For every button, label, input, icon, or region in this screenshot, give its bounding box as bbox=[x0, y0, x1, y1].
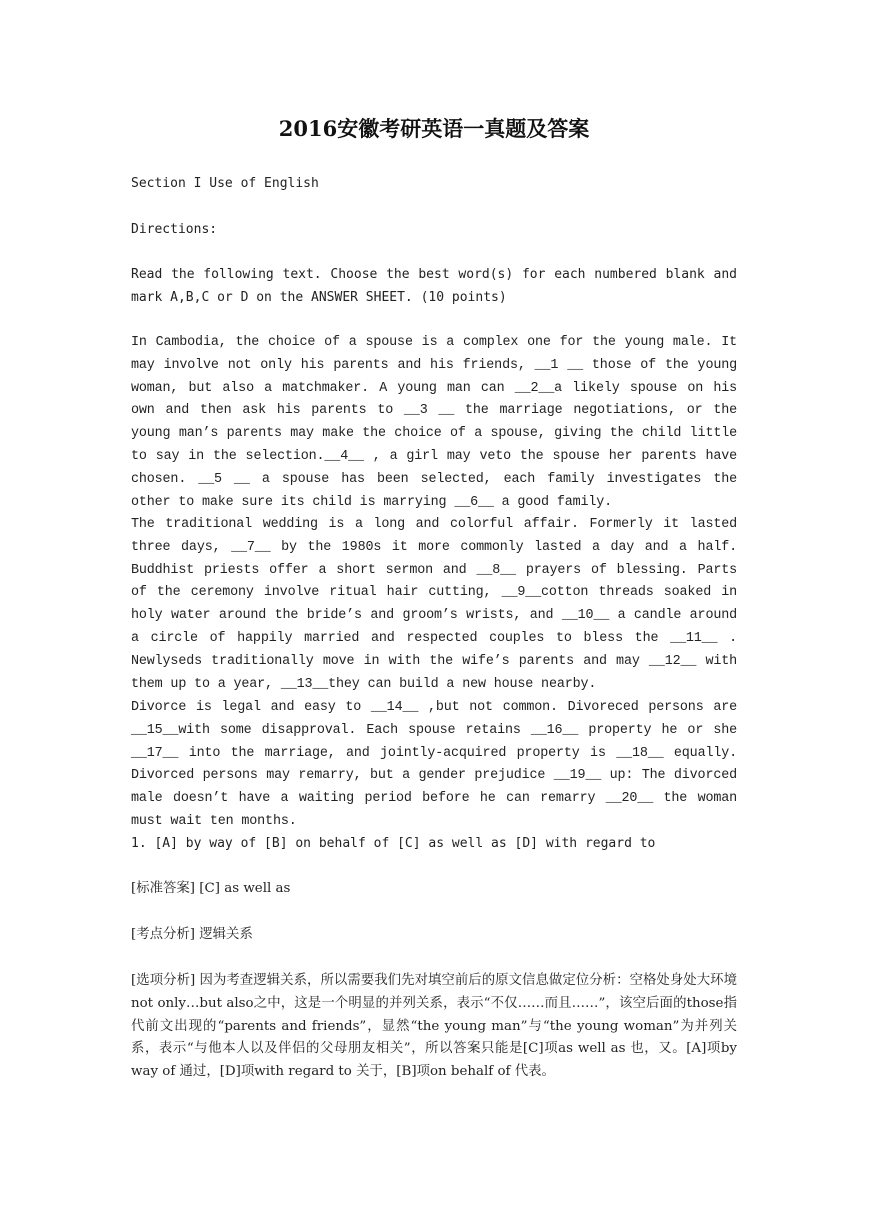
option-analysis: [选项分析] 因为考查逻辑关系，所以需要我们先对填空前后的原文信息做定位分析：空格处身处大环境not only…but also之中，这是一个明显的并列关系，表示“不仅……而且……”，该空后面的those指代前文出现的“parents and friends”，显然“the young man”与“the young woman”为并列关系，表示“与他本人以及伴侣的父母朋友相关”，所以答案只能是[C]项as well as 也，又。[A]项by way of 通过，[D]项with regard to 关于，[B]项on behalf of 代表。 bbox=[131, 973, 737, 1080]
passage-paragraph-2: The traditional wedding is a long and colorful affair. Formerly it lasted three days, __7__ by the 1980s it more commonly lasted a day and a half. Buddhist priests offer a short sermon and __8__ prayers of blessing. Parts of the ceremony involve ritual hair cutting, __9__cotton threads soaked in holy water around the bride’s and groom’s wrists, and __10__ a candle around a circle of happily married and respected couples to bless the __11__ . Newlyseds traditionally move in with the wife’s parents and may __12__ with them up to a year, __13__they can build a new house nearby. bbox=[131, 517, 737, 692]
section-heading: Section I Use of English bbox=[131, 176, 319, 191]
standard-answer: [标准答案] [C] as well as bbox=[131, 881, 291, 896]
passage-paragraph-1: In Cambodia, the choice of a spouse is a complex one for the young male. It may involve not only his parents and his friends, __1 __ those of the young woman, but also a matchmaker. A young man can __2__a likely spouse on his own and then ask his parents to __3 __ the marriage negotiations, or the young man’s parents may make the choice of a spouse, giving the child little to say in the selection.__4__ , a girl may veto the spouse her parents have chosen. __5 __ a spouse has been selected, each family investigates the other to make sure its child is marrying __6__ a good family. bbox=[131, 335, 737, 510]
exam-point-analysis: [考点分析] 逻辑关系 bbox=[131, 927, 253, 942]
directions-label: Directions: bbox=[131, 222, 218, 237]
passage-paragraph-3: Divorce is legal and easy to __14__ ,but not common. Divoreced persons are __15__with some disapproval. Each spouse retains __16__ property he or she __17__ into the marriage, and jointly-acquired property is __18__ equally. Divorced persons may remarry, but a gender prejudice __19__ up: The divorced male doesn’t have a waiting period before he can remarry __20__ the woman must wait ten months. bbox=[131, 700, 737, 829]
question-1-options: 1. [A] by way of [B] on behalf of [C] as well as [D] with regard to bbox=[131, 836, 656, 851]
directions-text: Read the following text. Choose the best word(s) for each numbered blank and mark A,B,C or D on the ANSWER SHEET. (10 points) bbox=[131, 267, 737, 305]
document-title: 2016安徽考研英语一真题及答案 bbox=[278, 116, 590, 141]
